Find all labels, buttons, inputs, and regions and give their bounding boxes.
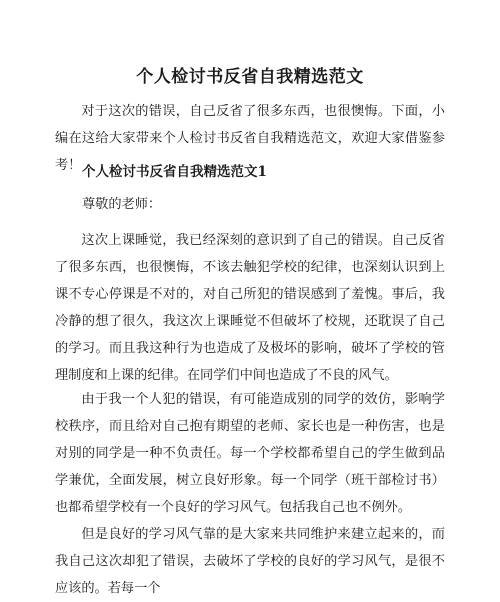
- body-paragraph-3: [55, 521, 445, 602]
- body-paragraph-2: [55, 386, 445, 521]
- greeting: 尊敬的老师：: [82, 197, 162, 212]
- section-subtitle: 个人检讨书反省自我精选范文1: [82, 164, 267, 180]
- body-paragraph-1: [55, 227, 445, 389]
- body-paragraph-1-text: 这次上课睡觉，我已经深刻的意识到了自己的错误。自己反省了很多东西，也很懊悔，不该去触犯学校的纪律，也深刻认识到上课不专心停课是不对的，对自己所犯的错误感到了羞愧。事后，我冷静的想了很久，我这次上课睡觉不但破坏了校规，还耽误了自己的学习。而且我这种行为也造成了及极坏的影响，破坏了学校的管理制度和上课的纪律。在同学们中间也造成了不良的风气。: [55, 233, 445, 383]
- intro-text: 对于这次的错误，自己反省了很多东西，也很懊悔。下面，小编在这给大家带来个人检讨书反省自我精选范文，欢迎大家借鉴参考！: [55, 104, 445, 173]
- body-paragraph-2-text: 由于我一个人犯的错误，有可能造成别的同学的效仿，影响学校秩序，而且给对自己抱有期望的老师、家长也是一种伤害，也是对别的同学是一种不负责任。每一个学校都希望自己的学生做到品学兼优，全面发展，树立良好形象。每一个同学（班干部检讨书）也都希望学校有一个良好的学习风气。包括我自己也不例外。: [55, 392, 445, 515]
- document-title: 个人检讨书反省自我精选范文: [136, 67, 364, 87]
- body-paragraph-3-text: 但是良好的学习风气靠的是大家来共同维护来建立起来的，而我自己这次却犯了错误，去破坏了学校的良好的学习风气，是很不应该的。若每一个: [55, 527, 445, 596]
